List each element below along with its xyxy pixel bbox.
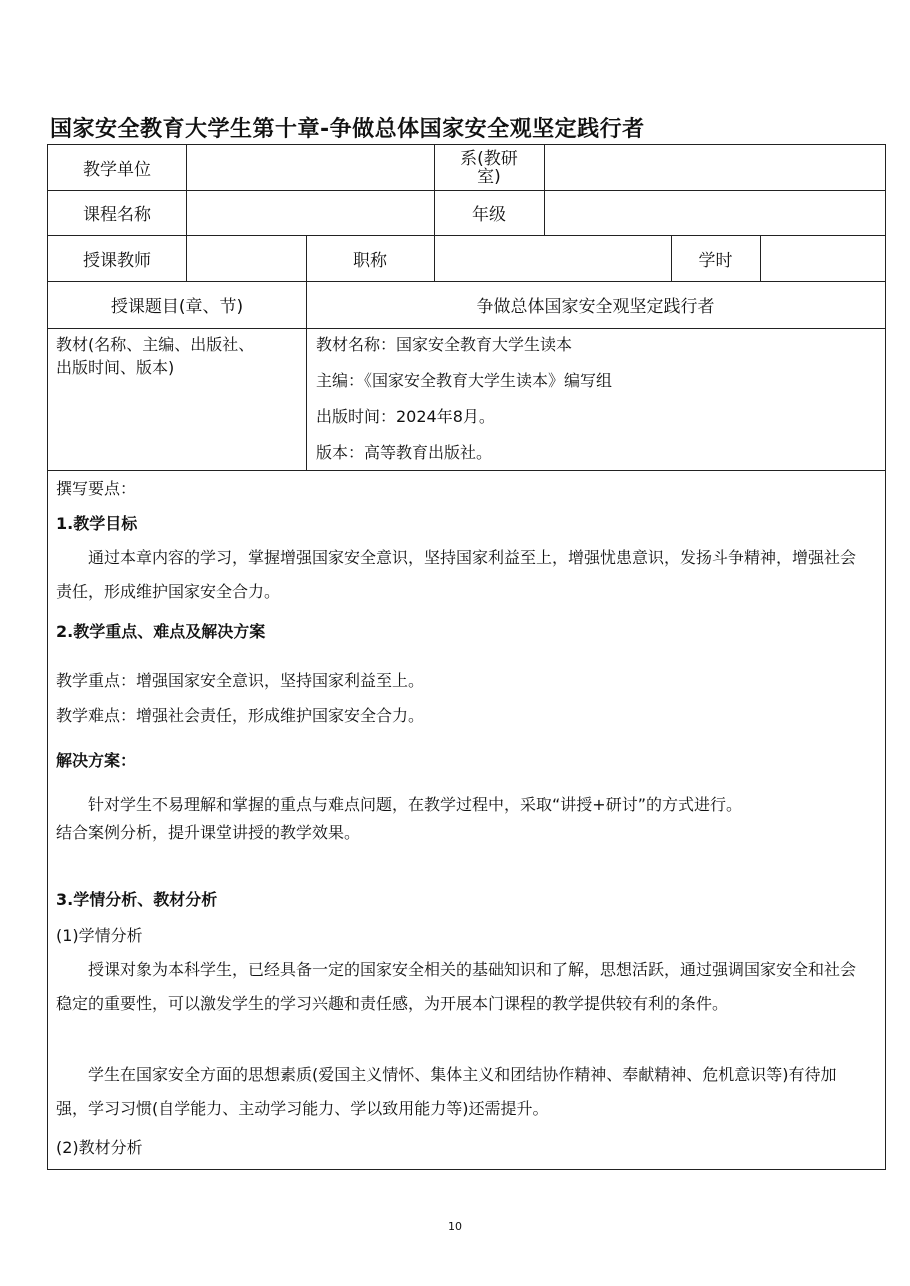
teaching-difficulty: 教学难点：增强社会责任，形成维护国家安全合力。 [56, 706, 425, 725]
document-title: 国家安全教育大学生第十章-争做总体国家安全观坚定践行者 [50, 117, 645, 142]
textbook-name: 教材名称：国家安全教育大学生读本 [316, 335, 573, 354]
teaching-focus: 教学重点：增强国家安全意识，坚持国家利益至上。 [56, 671, 425, 690]
textbook-editor: 主编：《国家安全教育大学生读本》编写组 [316, 371, 613, 390]
topic-label: 授课题目(章、节) [110, 297, 244, 317]
solution-heading: 解决方案： [56, 751, 137, 770]
section-3-paragraph-2: 学生在国家安全方面的思想素质(爱国主义情怀、集体主义和团结协作精神、奉献精神、危机意识等)有待加强，学习习惯(自学能力、主动学习能力、学以致用能力等)还需提升。 [56, 1065, 837, 1118]
teaching-unit-field[interactable] [186, 145, 434, 190]
grade-field[interactable] [544, 190, 885, 235]
row-divider [48, 470, 885, 471]
solution-line-2: 结合案例分析，提升课堂讲授的教学效果。 [56, 823, 361, 842]
solution-line-1: 针对学生不易理解和掌握的重点与难点问题，在教学过程中，采取“讲授+研讨”的方式进行。 [88, 795, 742, 814]
row-divider [48, 328, 885, 329]
teacher-label: 授课教师 [83, 250, 151, 271]
section-1-paragraph: 通过本章内容的学习，掌握增强国家安全意识，坚持国家利益至上，增强忧患意识，发扬斗争精神，增强社会责任，形成维护国家安全合力。 [56, 548, 857, 601]
section-3-paragraph-1: 授课对象为本科学生，已经具备一定的国家安全相关的基础知识和了解，思想活跃，通过强调国家安全和社会稳定的重要性，可以激发学生的学习兴趣和责任感，为开展本门课程的教学提供较有利的条件。 [56, 960, 857, 1013]
department-label-line1: 系(教研 [460, 148, 518, 169]
textbook-label-line1: 教材(名称、主编、出版社、 [56, 335, 255, 354]
page-number: 10 [448, 1220, 462, 1233]
title-rank-field[interactable] [434, 235, 671, 281]
teacher-field[interactable] [186, 235, 306, 281]
department-field[interactable] [544, 145, 885, 190]
textbook-version: 版本：高等教育出版社。 [316, 443, 493, 462]
department-label-line2: 室) [477, 166, 501, 187]
section-3-heading: 3.学情分析、教材分析 [56, 890, 218, 909]
section-1-heading: 1.教学目标 [56, 514, 138, 533]
section-2-heading: 2.教学重点、难点及解决方案 [56, 622, 266, 641]
topic-value: 争做总体国家安全观坚定践行者 [476, 297, 715, 317]
course-name-field[interactable] [186, 190, 434, 235]
section-3-sub-2: (2)教材分析 [56, 1138, 143, 1157]
textbook-label [56, 333, 254, 379]
lesson-plan-table [47, 144, 886, 1170]
section-3-sub-1: (1)学情分析 [56, 926, 143, 945]
grade-label: 年级 [472, 205, 506, 225]
textbook-label-line2: 出版时间、版本) [56, 358, 175, 377]
course-name-label: 课程名称 [83, 205, 151, 225]
key-points-label: 撰写要点： [56, 479, 137, 498]
title-rank-label: 职称 [353, 250, 387, 271]
hours-field[interactable] [760, 235, 885, 281]
hours-label: 学时 [698, 250, 733, 271]
textbook-date: 出版时间：2024年8月。 [316, 407, 495, 426]
teaching-unit-label: 教学单位 [83, 160, 151, 180]
department-label [434, 145, 544, 190]
